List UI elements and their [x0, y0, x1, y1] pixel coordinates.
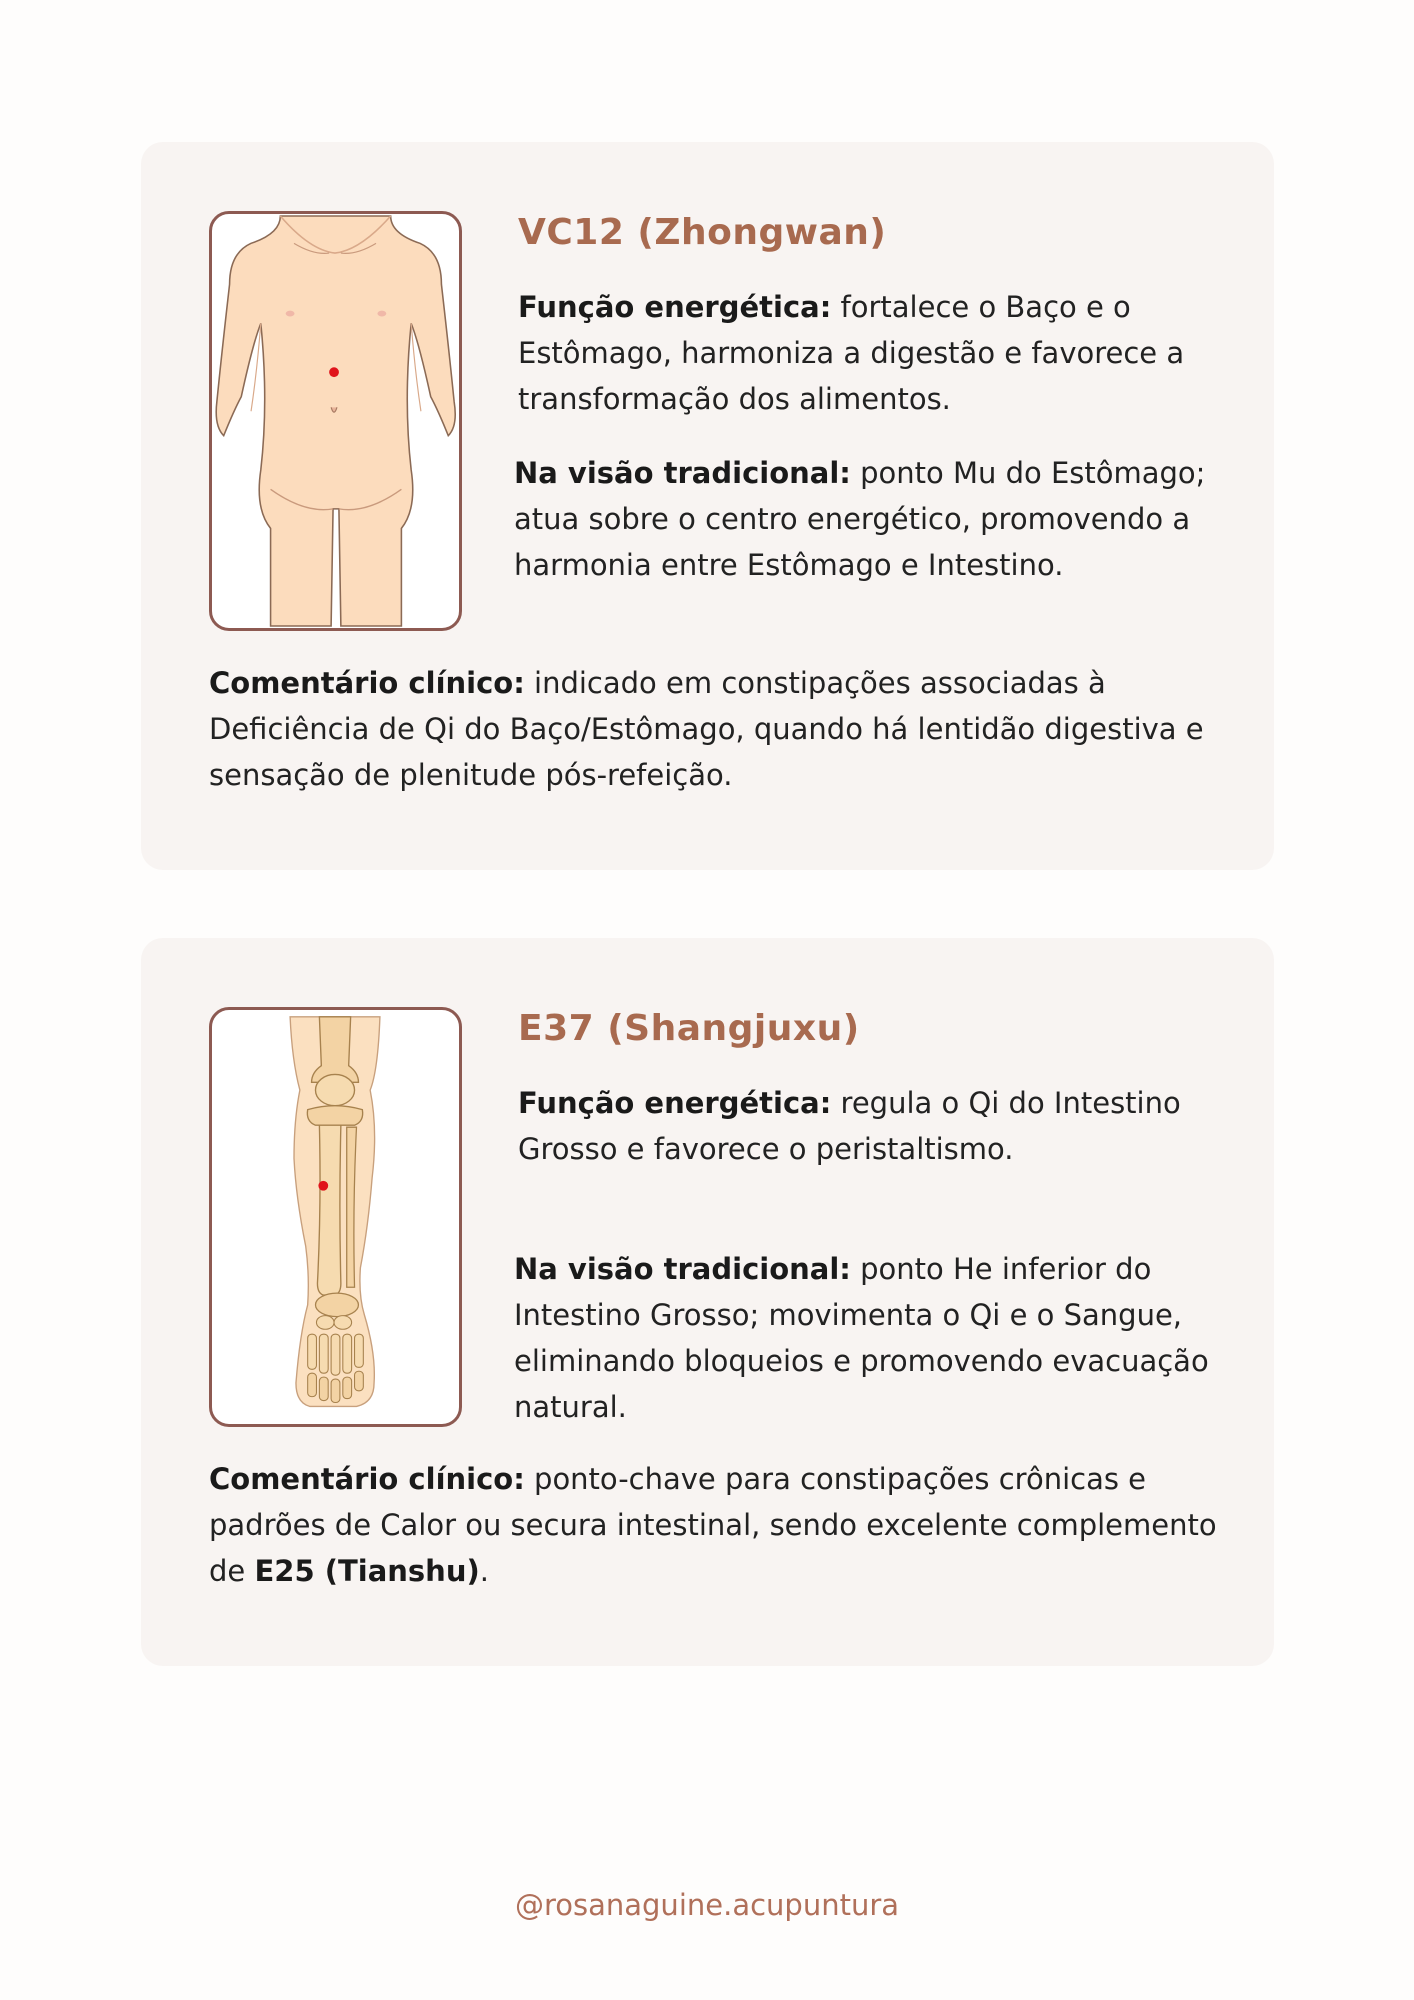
torso-front-icon — [212, 214, 459, 628]
comment-label: Comentário clínico: — [209, 666, 525, 700]
point-title: E37 (Shangjuxu) — [518, 1008, 860, 1049]
function-paragraph — [518, 1080, 1238, 1172]
footer-handle: @rosanaguine.acupuntura — [514, 1888, 900, 1922]
comment-end: . — [479, 1554, 489, 1588]
function-text: regula o Qi do Intestino Grosso e favorece o peristaltismo. — [518, 1086, 1181, 1166]
comment-paragraph — [209, 660, 1249, 798]
phalanx — [308, 1373, 317, 1396]
patella-bone — [315, 1074, 354, 1105]
nipple-left — [286, 311, 295, 317]
acupoint-card-e37 — [141, 938, 1274, 1666]
traditional-paragraph — [514, 450, 1214, 588]
traditional-label: Na visão tradicional: — [514, 456, 851, 490]
acupoint-marker — [329, 367, 339, 377]
nipple-right — [377, 311, 386, 317]
illustration-frame — [209, 211, 462, 631]
acupoint-card-vc12 — [141, 142, 1274, 870]
traditional-label: Na visão tradicional: — [514, 1252, 851, 1286]
comment-text: ponto-chave para constipações crônicas e padrões de Calor ou secura intestinal, sendo excelente complemento de — [209, 1462, 1217, 1588]
point-title: VC12 (Zhongwan) — [518, 212, 887, 253]
metatarsal — [308, 1334, 317, 1369]
traditional-text: ponto He inferior do Intestino Grosso; movimenta o Qi e o Sangue, eliminando bloqueios e promovendo evacuação natural. — [514, 1252, 1209, 1424]
torso-shape — [216, 216, 455, 626]
comment-label: Comentário clínico: — [209, 1462, 525, 1496]
traditional-paragraph — [514, 1246, 1214, 1430]
function-text: fortalece o Baço e o Estômago, harmoniza a digestão e favorece a transformação dos alimentos. — [518, 290, 1185, 416]
illustration-frame — [209, 1007, 462, 1427]
comment-text: indicado em constipações associadas à Deficiência de Qi do Baço/Estômago, quando há lentidão digestiva e sensação de plenitude pós-refeição. — [209, 666, 1204, 792]
function-paragraph — [518, 284, 1238, 422]
comment-paragraph — [209, 1456, 1249, 1594]
function-label: Função energética: — [518, 290, 832, 324]
leg-skeleton-icon — [212, 1010, 459, 1424]
comment-bold-reference: E25 (Tianshu) — [254, 1554, 480, 1588]
tibia-bone — [317, 1125, 340, 1295]
function-label: Função energética: — [518, 1086, 832, 1120]
tarsal-bones — [315, 1293, 358, 1316]
traditional-text: ponto Mu do Estômago; atua sobre o centro energético, promovendo a harmonia entre Estômago e Intestino. — [514, 456, 1206, 582]
acupoint-marker — [318, 1181, 328, 1191]
